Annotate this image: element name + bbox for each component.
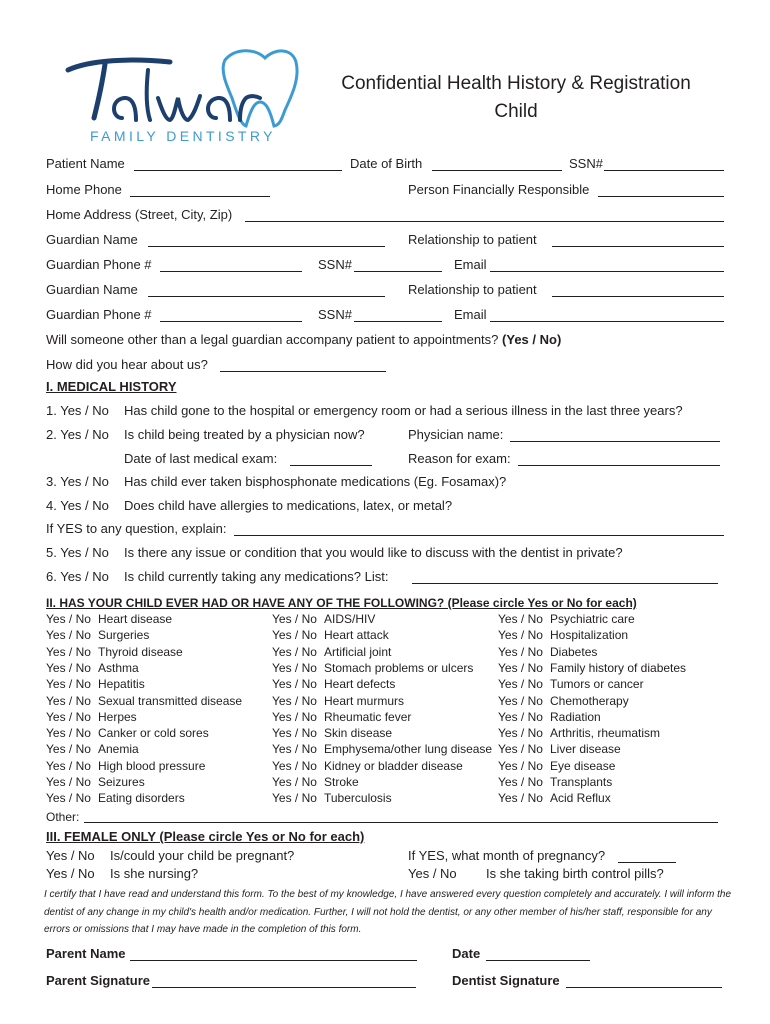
dob-label: Date of Birth	[350, 156, 423, 171]
condition-label: Canker or cold sores	[98, 726, 209, 741]
guardian-name-label-1: Guardian Name	[46, 232, 138, 247]
condition-yes-no[interactable]: Yes / No	[46, 758, 91, 773]
email-field-2[interactable]	[490, 321, 724, 322]
condition-yes-no[interactable]: Yes / No	[272, 709, 317, 724]
condition-label: Psychiatric care	[550, 612, 635, 626]
date-label: Date	[452, 946, 481, 961]
patient-name-label: Patient Name	[46, 156, 125, 171]
reason-exam-label: Reason for exam:	[408, 451, 511, 466]
condition-yes-no[interactable]: Yes / No	[498, 644, 543, 659]
q5-yes-no[interactable]: 5. Yes / No	[46, 545, 109, 560]
pregnancy-month-field[interactable]	[618, 862, 676, 863]
condition-yes-no[interactable]: Yes / No	[46, 644, 91, 659]
home-address-field[interactable]	[245, 221, 724, 222]
dentist-signature-label: Dentist Signature	[452, 973, 560, 988]
q2-text: Is child being treated by a physician now?	[124, 427, 365, 442]
condition-yes-no[interactable]: Yes / No	[498, 726, 543, 741]
parent-name-field[interactable]	[130, 960, 417, 961]
condition-yes-no[interactable]: Yes / No	[498, 660, 543, 675]
condition-label: Hepatitis	[98, 677, 145, 692]
condition-yes-no[interactable]: Yes / No	[498, 628, 543, 643]
relationship-label-2: Relationship to patient	[408, 282, 537, 297]
q6-text: Is child currently taking any medications? List:	[124, 569, 389, 584]
parent-signature-field[interactable]	[152, 987, 416, 988]
q3-text: Has child ever taken bisphosphonate medications (Eg. Fosamax)?	[124, 474, 507, 489]
relationship-field-2[interactable]	[552, 296, 724, 297]
condition-yes-no[interactable]: Yes / No	[272, 677, 317, 692]
condition-yes-no[interactable]: Yes / No	[46, 726, 91, 741]
condition-label: Rheumatic fever	[324, 709, 412, 724]
dob-field[interactable]	[432, 170, 562, 171]
patient-name-field[interactable]	[134, 170, 342, 171]
female-heading: III. FEMALE ONLY (Please circle Yes or No for each)	[46, 829, 365, 844]
condition-label: Kidney or bladder disease	[324, 758, 463, 773]
q2-yes-no[interactable]: 2. Yes / No	[46, 427, 109, 442]
physician-name-field[interactable]	[510, 441, 720, 442]
accompany-options[interactable]: (Yes / No)	[502, 332, 562, 347]
condition-yes-no[interactable]: Yes / No	[46, 628, 91, 643]
condition-yes-no[interactable]: Yes / No	[46, 693, 91, 708]
email-label-1: Email	[454, 257, 487, 272]
parent-name-label: Parent Name	[46, 946, 126, 961]
guardian-phone-field-1[interactable]	[160, 271, 302, 272]
condition-yes-no[interactable]: Yes / No	[46, 742, 91, 757]
condition-label: Seizures	[98, 775, 145, 789]
condition-yes-no[interactable]: Yes / No	[498, 612, 543, 626]
last-exam-label: Date of last medical exam:	[124, 451, 278, 466]
email-label-2: Email	[454, 307, 487, 322]
condition-label: Heart attack	[324, 628, 389, 643]
guardian-ssn-field-1[interactable]	[354, 271, 442, 272]
accompany-question-text: Will someone other than a legal guardian accompany patient to appointments?	[46, 332, 499, 347]
guardian-ssn-field-2[interactable]	[354, 321, 442, 322]
condition-yes-no[interactable]: Yes / No	[272, 758, 317, 773]
date-field[interactable]	[486, 960, 590, 961]
guardian-ssn-label-1: SSN#	[318, 257, 352, 272]
explain-label: If YES to any question, explain:	[46, 521, 227, 536]
condition-yes-no[interactable]: Yes / No	[46, 660, 91, 675]
condition-label: Artificial joint	[324, 644, 392, 659]
dentist-signature-field[interactable]	[566, 987, 722, 988]
condition-yes-no[interactable]: Yes / No	[272, 693, 317, 708]
guardian-phone-label-1: Guardian Phone #	[46, 257, 152, 272]
other-label: Other:	[46, 810, 80, 824]
condition-label: Surgeries	[98, 628, 150, 643]
q4-yes-no[interactable]: 4. Yes / No	[46, 498, 109, 513]
condition-yes-no[interactable]: Yes / No	[46, 791, 91, 806]
conditions-heading: II. HAS YOUR CHILD EVER HAD OR HAVE ANY OF THE FOLLOWING? (Please circle Yes or No for each)	[46, 596, 637, 610]
q1-text: Has child gone to the hospital or emergency room or had a serious illness in the last three years?	[124, 403, 683, 418]
condition-yes-no[interactable]: Yes / No	[498, 758, 543, 773]
q4-text: Does child have allergies to medications, latex, or metal?	[124, 498, 453, 513]
condition-label: Hospitalization	[550, 628, 629, 643]
medications-list-field[interactable]	[412, 583, 718, 584]
condition-label: Heart disease	[98, 612, 173, 626]
accompany-question	[46, 332, 561, 348]
condition-yes-no[interactable]: Yes / No	[46, 677, 91, 692]
relationship-label-1: Relationship to patient	[408, 232, 537, 247]
birth-control-text: Is she taking birth control pills?	[486, 866, 664, 881]
form-title: Confidential Health History & Registration	[341, 73, 691, 94]
condition-yes-no[interactable]: Yes / No	[46, 612, 91, 626]
condition-label: Eating disorders	[98, 791, 185, 806]
form-subtitle: Child	[494, 101, 538, 122]
financially-responsible-field[interactable]	[598, 196, 724, 197]
condition-yes-no[interactable]: Yes / No	[272, 644, 317, 659]
q1-yes-no[interactable]: 1. Yes / No	[46, 403, 109, 418]
condition-label: Herpes	[98, 709, 137, 724]
home-phone-field[interactable]	[130, 196, 270, 197]
condition-label: Liver disease	[550, 742, 621, 757]
home-phone-label: Home Phone	[46, 182, 122, 197]
q5-text: Is there any issue or condition that you would like to discuss with the dentist in private?	[124, 545, 623, 560]
birth-control-yes-no[interactable]: Yes / No	[408, 866, 457, 881]
condition-yes-no[interactable]: Yes / No	[272, 612, 317, 626]
guardian-phone-label-2: Guardian Phone #	[46, 307, 152, 322]
condition-yes-no[interactable]: Yes / No	[272, 791, 317, 806]
condition-label: Eye disease	[550, 758, 616, 773]
logo-tagline: FAMILY DENTISTRY	[90, 128, 276, 144]
guardian-name-field-2[interactable]	[148, 296, 385, 297]
condition-yes-no[interactable]: Yes / No	[498, 742, 543, 757]
condition-label: Radiation	[550, 709, 601, 724]
condition-label: Heart defects	[324, 677, 396, 692]
condition-yes-no[interactable]: Yes / No	[498, 775, 543, 789]
guardian-name-label-2: Guardian Name	[46, 282, 138, 297]
condition-label: High blood pressure	[98, 758, 206, 773]
female-q1-text: Is/could your child be pregnant?	[110, 848, 295, 863]
condition-label: Emphysema/other lung disease	[324, 742, 493, 757]
condition-yes-no[interactable]: Yes / No	[498, 791, 543, 806]
other-field[interactable]	[84, 822, 718, 823]
email-field-1[interactable]	[490, 271, 724, 272]
q3-yes-no[interactable]: 3. Yes / No	[46, 474, 109, 489]
condition-label: Anemia	[98, 742, 139, 757]
condition-label: Acid Reflux	[550, 791, 611, 806]
condition-label: Asthma	[98, 660, 139, 675]
pregnancy-month-label: If YES, what month of pregnancy?	[408, 848, 606, 863]
certification-text: I certify that I have read and understand this form. To the best of my knowledge, I have answered every question completely and accurately. I will inform the dentist of any change in my child's health and/or medication. Further, I will not hold the dentist, or any other member of his/her staff, responsible for any errors or omissions that I may have made in the completion of this form.	[44, 889, 732, 935]
female-q2-yes-no[interactable]: Yes / No	[46, 866, 95, 881]
ssn-field[interactable]	[604, 170, 724, 171]
condition-label: Heart murmurs	[324, 693, 405, 708]
condition-label: Skin disease	[324, 726, 393, 741]
condition-label: Chemotherapy	[550, 693, 629, 708]
hear-about-field[interactable]	[220, 371, 386, 372]
physician-name-label: Physician name:	[408, 427, 504, 442]
condition-yes-no[interactable]: Yes / No	[498, 677, 543, 692]
condition-yes-no[interactable]: Yes / No	[272, 726, 317, 741]
condition-yes-no[interactable]: Yes / No	[46, 709, 91, 724]
condition-label: Arthritis, rheumatism	[550, 726, 661, 741]
explain-field[interactable]	[234, 535, 724, 536]
condition-label: Stomach problems or ulcers	[324, 660, 474, 675]
guardian-name-field-1[interactable]	[148, 246, 385, 247]
hear-about-label: How did you hear about us?	[46, 357, 208, 372]
guardian-phone-field-2[interactable]	[160, 321, 302, 322]
reason-exam-field[interactable]	[518, 465, 720, 466]
guardian-ssn-label-2: SSN#	[318, 307, 352, 322]
condition-yes-no[interactable]: Yes / No	[272, 628, 317, 643]
condition-yes-no[interactable]: Yes / No	[272, 660, 317, 675]
condition-yes-no[interactable]: Yes / No	[498, 693, 543, 708]
condition-label: AIDS/HIV	[324, 612, 376, 626]
last-exam-field[interactable]	[290, 465, 372, 466]
condition-yes-no[interactable]: Yes / No	[272, 775, 317, 789]
tooth-logo-icon	[60, 40, 310, 135]
condition-yes-no[interactable]: Yes / No	[272, 742, 317, 757]
condition-label: Diabetes	[550, 644, 598, 659]
condition-yes-no[interactable]: Yes / No	[46, 775, 91, 789]
financially-responsible-label: Person Financially Responsible	[408, 182, 590, 197]
condition-label: Tuberculosis	[324, 791, 392, 806]
medical-history-heading: I. MEDICAL HISTORY	[46, 379, 177, 394]
relationship-field-1[interactable]	[552, 246, 724, 247]
parent-signature-label: Parent Signature	[46, 973, 151, 988]
ssn-label: SSN#	[569, 156, 603, 171]
condition-label: Sexual transmitted disease	[98, 693, 243, 708]
female-q2-text: Is she nursing?	[110, 866, 199, 881]
condition-label: Transplants	[550, 775, 613, 789]
condition-label: Stroke	[324, 775, 359, 789]
q6-yes-no[interactable]: 6. Yes / No	[46, 569, 109, 584]
home-address-label: Home Address (Street, City, Zip)	[46, 207, 233, 222]
condition-label: Tumors or cancer	[550, 677, 644, 692]
condition-label: Thyroid disease	[98, 644, 183, 659]
condition-label: Family history of diabetes	[550, 660, 687, 675]
female-q1-yes-no[interactable]: Yes / No	[46, 848, 95, 863]
condition-yes-no[interactable]: Yes / No	[498, 709, 543, 724]
